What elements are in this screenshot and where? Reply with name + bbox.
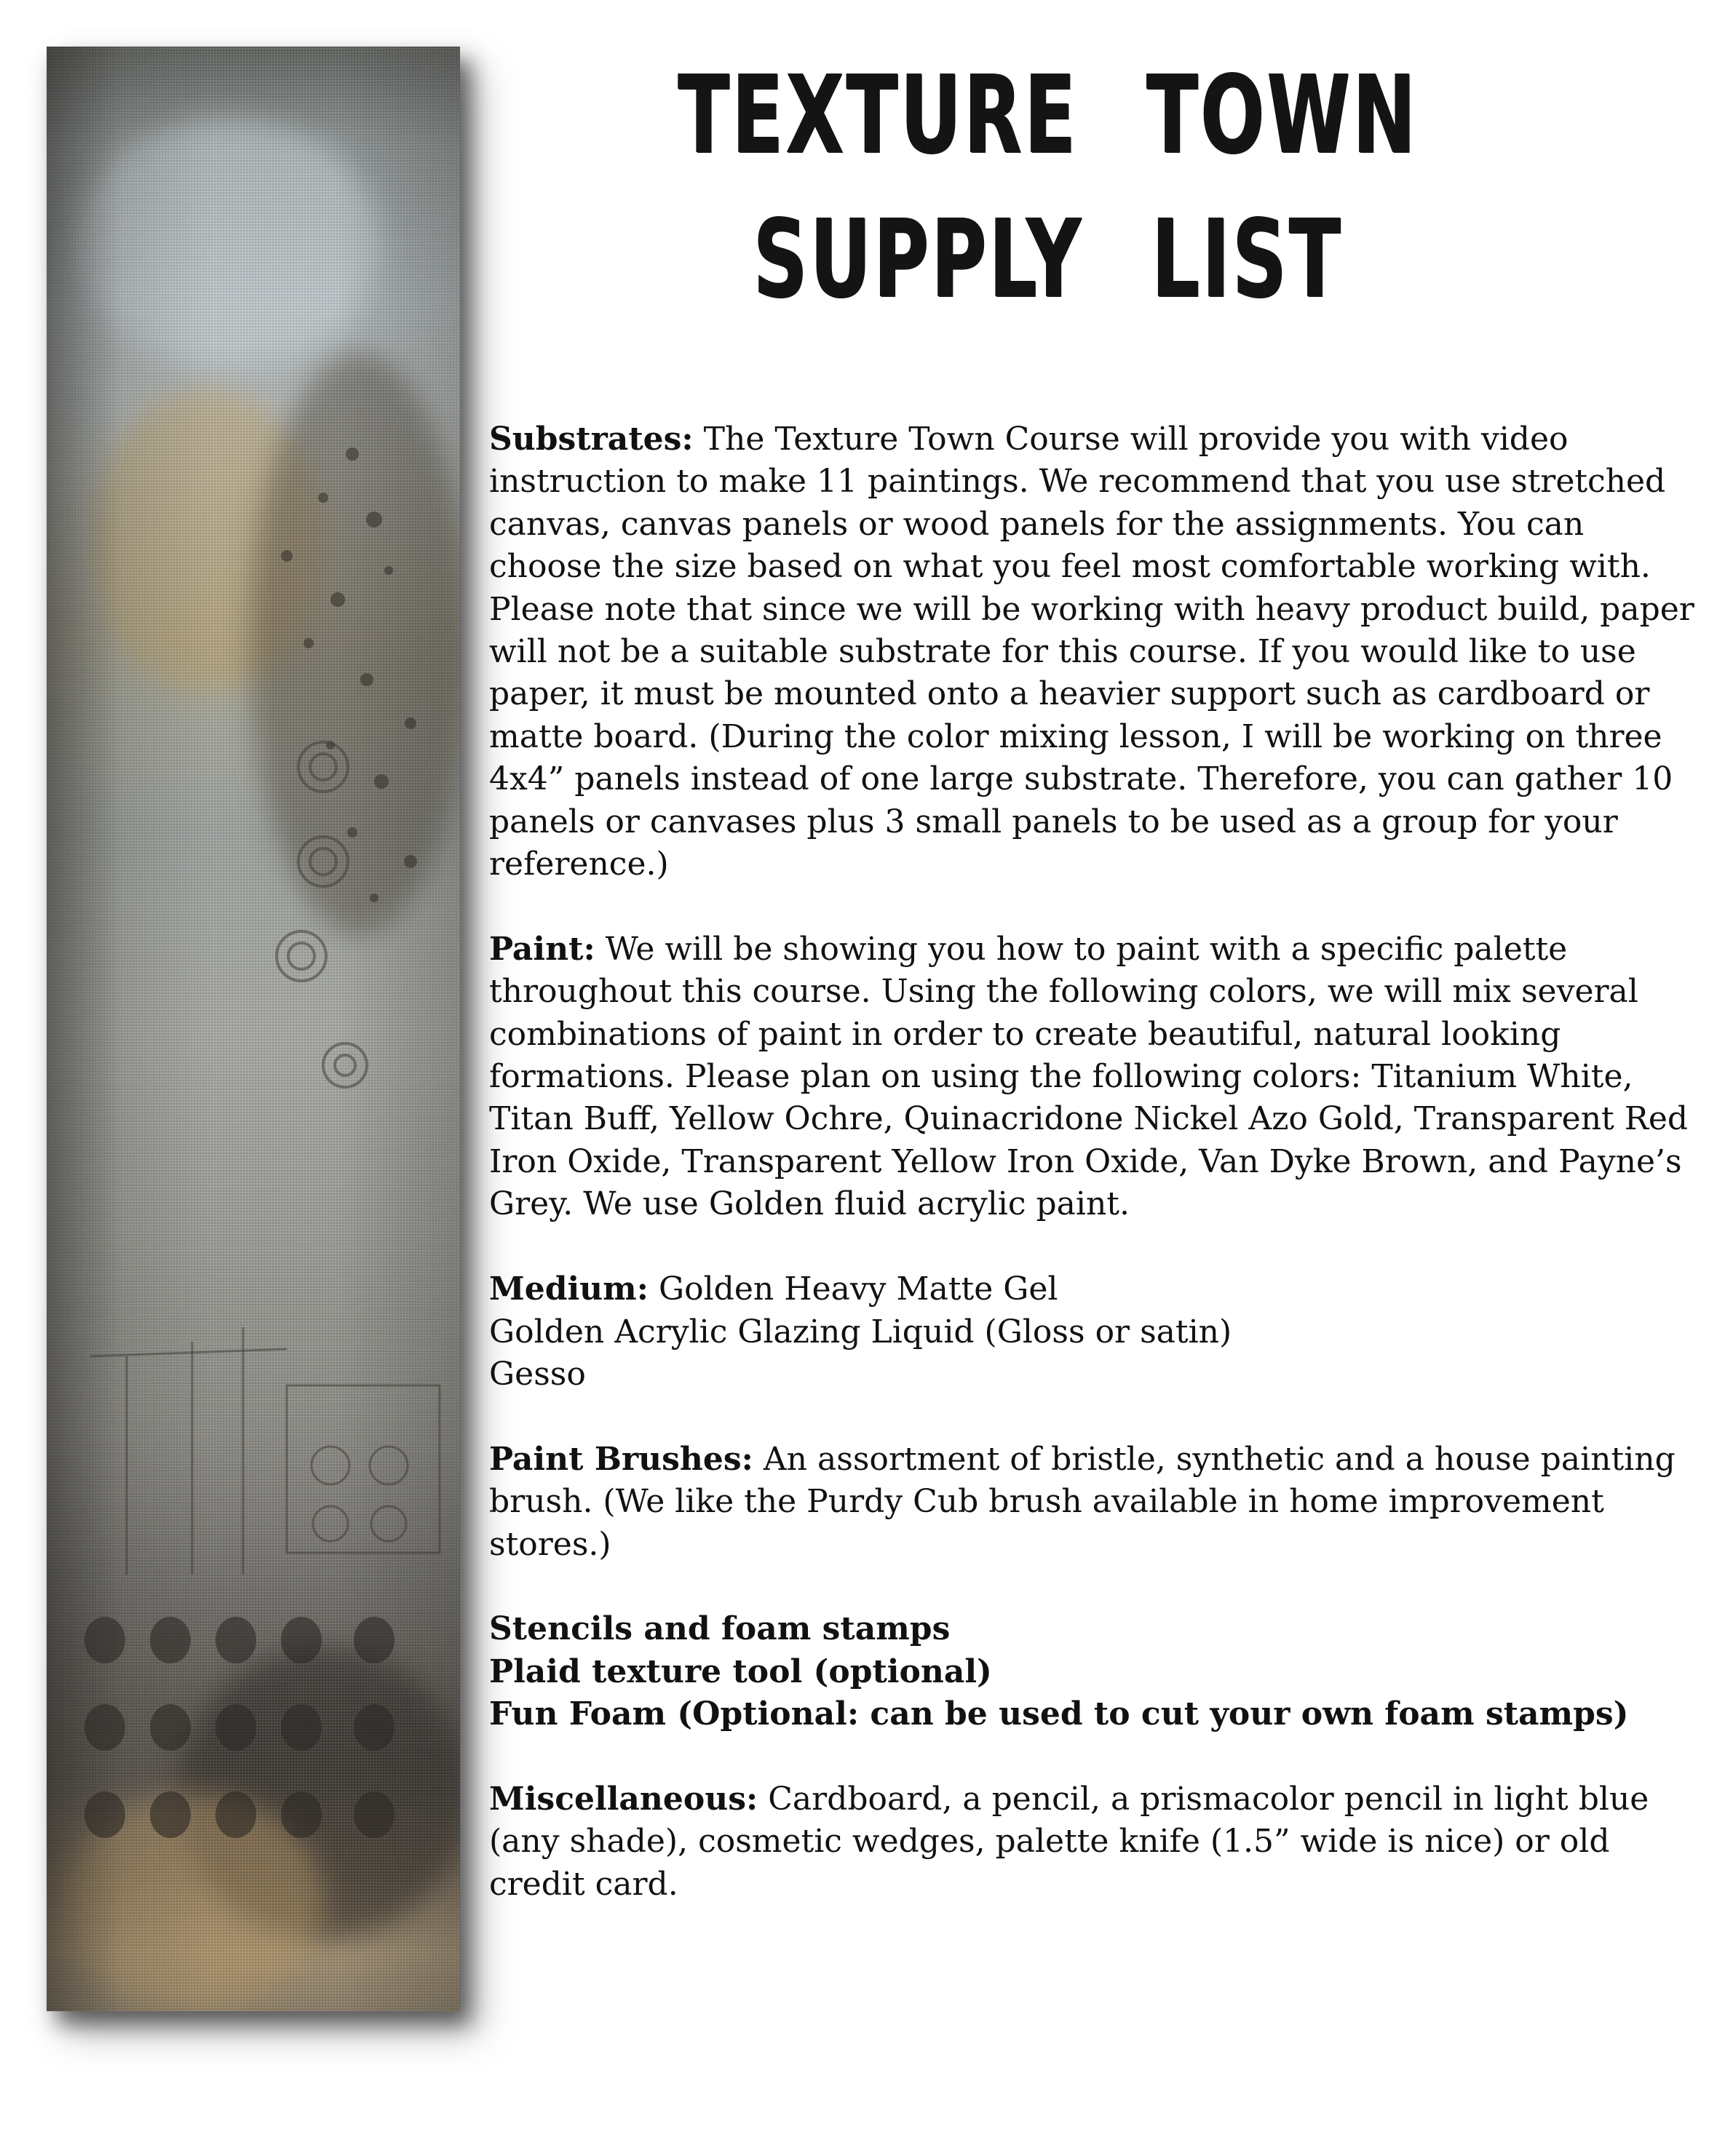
stencils-item: Stencils and foam stamps — [489, 1610, 951, 1648]
title-line-2: SUPPLY LIST — [753, 196, 1344, 322]
brushes-label: Paint Brushes: — [489, 1440, 753, 1478]
substrates-label: Substrates: — [489, 421, 694, 458]
title-line-1: TEXTURE TOWN — [678, 52, 1419, 178]
misc-section — [489, 1778, 1701, 1906]
medium-item-2: Golden Acrylic Glazing Liquid (Gloss or satin) — [489, 1313, 1232, 1351]
extras-section — [489, 1608, 1701, 1735]
painting-canvas — [47, 47, 460, 2011]
fun-foam-item: Fun Foam (Optional: can be used to cut your own foam stamps) — [489, 1695, 1629, 1733]
supply-list-content — [489, 418, 1701, 1949]
medium-label: Medium: — [489, 1270, 649, 1308]
substrates-section — [489, 418, 1701, 886]
misc-label: Miscellaneous: — [489, 1780, 758, 1818]
substrates-text: The Texture Town Course will provide you with video instruction to make 11 paintings. We recommend that you use stretched canvas, canvas panels or wood panels for the assignments. You can choose the size based on what you feel most comfortable working with. Please note that since we will be working with heavy product build, paper will not be a suitable substrate for this course. If you would like to use paper, it must be mounted onto a heavier support such as cardboard or matte board. (During the color mixing lesson, I will be working on three 4x4” panels instead of one large substrate. Therefore, you can gather 10 panels or canvases plus 3 small panels to be used as a group for your reference.) — [489, 421, 1694, 883]
paint-text: We will be showing you how to paint with a specific palette throughout this course. Using the following colors, we will mix several combinations of paint in order to create beautiful, natural looking formations. Please plan on using the following colors: Titanium White, Titan Buff, Yellow Ochre, Quinacridone Nickel Azo Gold, Transparent Red Iron Oxide, Transparent Yellow Iron Oxide, Van Dyke Brown, and Payne’s Grey. We use Golden fluid acrylic paint. — [489, 930, 1689, 1223]
painting-image — [47, 47, 460, 2011]
paint-label: Paint: — [489, 930, 595, 968]
misc-text: Cardboard, a pencil, a prismacolor pencil in light blue (any shade), cosmetic wedges, palette knife (1.5” wide is nice) or old credit card. — [489, 1780, 1649, 1903]
brushes-section — [489, 1439, 1701, 1566]
painted-marks — [47, 47, 460, 2011]
medium-item-3: Gesso — [489, 1355, 586, 1393]
medium-item-1: Golden Heavy Matte Gel — [658, 1270, 1058, 1308]
paint-section — [489, 928, 1701, 1226]
medium-section — [489, 1268, 1701, 1396]
plaid-tool-item: Plaid texture tool (optional) — [489, 1652, 992, 1690]
brushes-text: An assortment of bristle, synthetic and a house painting brush. (We like the Purdy Cub brush available in home improvement stores.) — [489, 1440, 1676, 1563]
